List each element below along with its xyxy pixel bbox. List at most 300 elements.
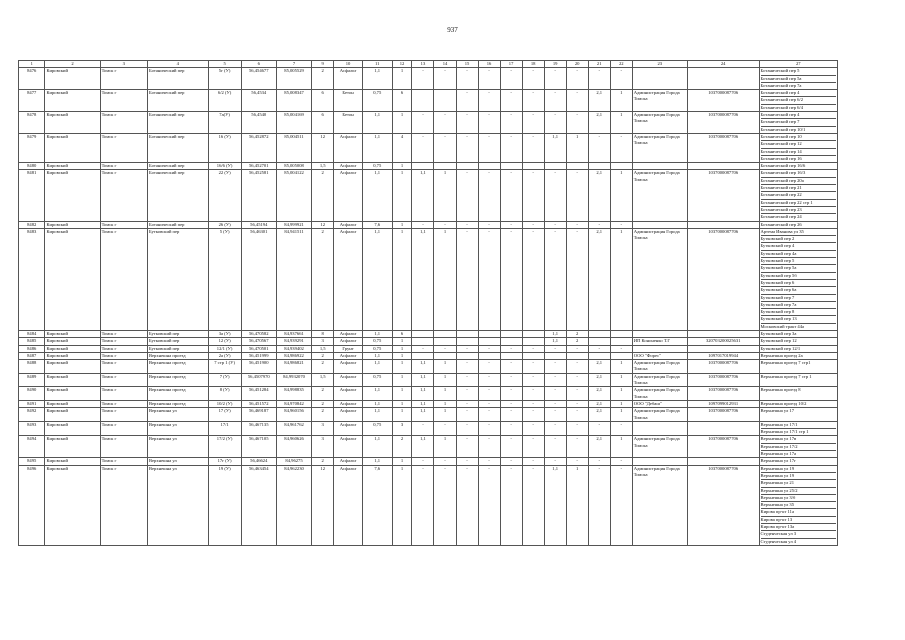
table-cell: Администрация Города Томска — [632, 133, 687, 162]
table-cell: 26 (У) — [208, 221, 241, 228]
table-cell: Бутковский пер — [147, 330, 208, 337]
table-cell: 2,1 — [588, 228, 610, 330]
column-number: 18 — [522, 61, 544, 68]
table-cell — [759, 458, 838, 465]
table-cell: Администрация Города Томска — [632, 408, 687, 422]
address-line: Верхнешна ул 17/1 стр 1 — [760, 429, 809, 435]
table-cell: Бетон — [334, 112, 363, 134]
column-number: 23 — [632, 61, 687, 68]
table-row — [19, 360, 838, 374]
table-cell: 56,452701 — [241, 163, 276, 170]
table-cell: 84,941511 — [276, 228, 311, 330]
table-cell: Верхнешна ул — [147, 436, 208, 458]
table-cell: - — [522, 228, 544, 330]
table-cell: 1,1 — [412, 387, 434, 401]
table-cell: - — [544, 387, 566, 401]
table-cell: 1 — [392, 221, 412, 228]
table-cell: 3 — [312, 436, 334, 458]
table-cell — [759, 90, 838, 112]
table-cell: 7а(У) — [208, 112, 241, 134]
table-cell — [759, 338, 838, 345]
address-line: Ботанический пер 20а — [761, 178, 837, 185]
table-cell: 3 — [312, 338, 334, 345]
address-line: Кирова пр-кт 13а — [761, 524, 837, 531]
table-cell: 2а (У) — [208, 352, 241, 359]
address-line: Верхнешна проезд 2а — [760, 352, 803, 358]
address-line: Верхнешна ул 25/2 — [761, 488, 837, 495]
table-cell: Администрация Города Томска — [632, 360, 687, 374]
table-cell: - — [500, 373, 522, 387]
table-row — [19, 112, 838, 134]
table-cell: - — [610, 68, 632, 90]
table-cell: 2 — [566, 330, 588, 337]
table-cell: 2,1 — [588, 373, 610, 387]
address-line: Ботанический пер 16 — [760, 155, 802, 161]
column-number: 27 — [759, 61, 838, 68]
table-cell: 0,75 — [362, 338, 392, 345]
table-cell — [687, 163, 759, 170]
address-line: Верхнешна проезд 10/2 — [760, 400, 807, 406]
address-line: Ботанический пер 5 — [761, 68, 837, 75]
address-line: Ботанический пер 26 — [760, 221, 802, 227]
table-cell: 2 — [312, 360, 334, 374]
table-cell: 1097017019944 — [687, 352, 759, 359]
table-cell: 12 — [312, 221, 334, 228]
address-line: Верхнешна ул 35 — [761, 502, 837, 509]
table-cell: 1 — [566, 133, 588, 162]
table-cell: - — [610, 221, 632, 228]
table-cell: Кировский — [45, 90, 100, 112]
table-cell — [759, 133, 838, 162]
table-cell: - — [412, 133, 434, 162]
table-cell: 1 — [392, 170, 412, 221]
table-cell: - — [610, 465, 632, 545]
address-line: Верхнешна проезд 7 стр1 — [760, 360, 811, 366]
table-cell: - — [456, 68, 478, 90]
table-cell: - — [478, 387, 500, 401]
address-line: Ботанический пер 12 — [761, 141, 837, 148]
table-cell: - — [522, 360, 544, 374]
table-cell: 22 (У) — [208, 170, 241, 221]
table-cell: - — [434, 221, 456, 228]
table-cell: Кировский — [45, 68, 100, 90]
table-cell: - — [588, 345, 610, 352]
address-line: Ботанический пер 4 — [761, 112, 837, 119]
table-cell: Ботанический пер — [147, 163, 208, 170]
table-cell: 7,6 — [362, 221, 392, 228]
table-cell: - — [566, 458, 588, 465]
table-cell: Томск г — [100, 458, 147, 465]
address-line: Ботанический пер 7 — [761, 119, 837, 126]
table-cell — [412, 352, 434, 359]
table-cell: 1037000087706 — [687, 228, 759, 330]
table-cell: 12/1 (У) — [208, 345, 241, 352]
column-number: 13 — [412, 61, 434, 68]
table-cell: 84,961762 — [276, 421, 311, 436]
table-cell: - — [522, 345, 544, 352]
table-cell: - — [588, 458, 610, 465]
address-line: Ботанический пер 6/2 — [761, 97, 837, 104]
table-cell: 0,75 — [362, 90, 392, 112]
table-cell: 56,451284 — [241, 387, 276, 401]
table-cell: Ботанический пер — [147, 221, 208, 228]
table-cell: 2,1 — [588, 436, 610, 458]
table-cell: 6 — [392, 90, 412, 112]
table-cell: - — [522, 170, 544, 221]
table-cell: - — [456, 170, 478, 221]
address-line: Ботанический пер 16/3 — [761, 170, 837, 177]
table-cell: 2 — [312, 170, 334, 221]
table-cell: Верхнешна проезд — [147, 387, 208, 401]
address-line: Ботанический пер 22 стр 1 — [761, 200, 837, 207]
table-cell: - — [412, 458, 434, 465]
table-cell: - — [478, 421, 500, 436]
table-cell: 8487 — [19, 352, 45, 359]
table-row — [19, 221, 838, 228]
table-cell: - — [544, 345, 566, 352]
table-cell: 1 — [392, 112, 412, 134]
table-cell: Верхнешна проезд — [147, 352, 208, 359]
table-cell: 1097099012931 — [687, 400, 759, 407]
table-cell — [759, 170, 838, 221]
table-row — [19, 408, 838, 422]
table-cell: 2,1 — [588, 360, 610, 374]
column-number: 24 — [687, 61, 759, 68]
table-cell: 17 (У) — [208, 408, 241, 422]
table-cell: 1,5 — [312, 163, 334, 170]
table-cell — [632, 330, 687, 337]
table-cell: 1 — [392, 408, 412, 422]
table-cell: Ботанический пер — [147, 133, 208, 162]
table-cell: 1 — [434, 228, 456, 330]
table-cell: - — [500, 68, 522, 90]
column-number: 9 — [312, 61, 334, 68]
address-line: Бутковский пер 12/1 — [760, 345, 801, 351]
table-cell: 6 — [392, 330, 412, 337]
table-cell: 1 — [610, 360, 632, 374]
table-cell: Асфальт — [334, 458, 363, 465]
table-cell: Томск г — [100, 360, 147, 374]
table-cell: - — [500, 360, 522, 374]
address-line: Верхнешна ул 17в — [761, 436, 837, 443]
column-number: 22 — [610, 61, 632, 68]
address-line: Бутковский пер 3а — [760, 330, 797, 336]
table-cell: Верхнешна проезд — [147, 373, 208, 387]
table-cell: - — [456, 360, 478, 374]
column-number-row — [19, 61, 838, 68]
table-cell: 320703200025631 — [687, 338, 759, 345]
table-cell: 12 — [312, 133, 334, 162]
table-cell: - — [456, 458, 478, 465]
table-cell: - — [478, 133, 500, 162]
table-cell — [434, 338, 456, 345]
table-cell — [500, 163, 522, 170]
table-cell: Кировский — [45, 387, 100, 401]
address-line: Ботанический пер 14 — [761, 149, 837, 156]
table-cell: - — [478, 360, 500, 374]
column-number: 15 — [456, 61, 478, 68]
table-cell: 1,1 — [412, 400, 434, 407]
table-cell: 8480 — [19, 163, 45, 170]
table-cell: - — [478, 228, 500, 330]
table-cell: Томск г — [100, 90, 147, 112]
table-cell: 1,1 — [412, 228, 434, 330]
table-cell: Кировский — [45, 163, 100, 170]
table-cell: 1 — [434, 170, 456, 221]
table-cell: 8489 — [19, 373, 45, 387]
table-cell: - — [544, 408, 566, 422]
table-row — [19, 68, 838, 90]
table-cell — [759, 360, 838, 374]
table-cell: Кировский — [45, 360, 100, 374]
table-cell: Бутковский пер — [147, 338, 208, 345]
table-cell: Кировский — [45, 400, 100, 407]
table-row — [19, 436, 838, 458]
table-cell: 56,467105 — [241, 436, 276, 458]
table-cell: 1037000087706 — [687, 408, 759, 422]
table-cell: Томск г — [100, 408, 147, 422]
table-cell: 56,470582 — [241, 330, 276, 337]
table-cell: Асфальт — [334, 400, 363, 407]
table-cell — [434, 163, 456, 170]
table-cell — [759, 345, 838, 352]
table-cell: - — [566, 373, 588, 387]
table-cell: - — [478, 373, 500, 387]
address-line: Верхнешна проезд 7 стр 1 — [760, 373, 812, 379]
table-cell: - — [500, 458, 522, 465]
table-cell: - — [478, 68, 500, 90]
table-cell: Бутковский пер — [147, 345, 208, 352]
table-cell: 2,1 — [588, 90, 610, 112]
table-cell: Администрация Города Томска — [632, 387, 687, 401]
table-cell: 1,1 — [412, 408, 434, 422]
table-cell: Администрация Города Томска — [632, 228, 687, 330]
table-cell: - — [544, 170, 566, 221]
table-cell: 6 — [312, 112, 334, 134]
address-line: Артема Иванова ул 35 — [761, 229, 837, 236]
column-number: 6 — [241, 61, 276, 68]
table-row — [19, 387, 838, 401]
table-cell — [412, 90, 434, 112]
table-cell: Томск г — [100, 421, 147, 436]
column-number: 1 — [19, 61, 45, 68]
table-cell: - — [566, 421, 588, 436]
table-cell: Кировский — [45, 338, 100, 345]
table-cell: 1,1 — [544, 465, 566, 545]
table-cell: 1 — [434, 373, 456, 387]
column-number: 16 — [478, 61, 500, 68]
table-cell: 84,939291 — [276, 338, 311, 345]
table-cell — [522, 352, 544, 359]
table-cell — [759, 221, 838, 228]
table-cell: Кировский — [45, 436, 100, 458]
table-cell: 56,451999 — [241, 352, 276, 359]
table-cell: 8492 — [19, 408, 45, 422]
table-cell: - — [434, 133, 456, 162]
table-cell: 2 — [312, 408, 334, 422]
table-cell: - — [544, 400, 566, 407]
table-cell: - — [544, 436, 566, 458]
table-cell: 56,470501 — [241, 345, 276, 352]
table-cell: - — [456, 373, 478, 387]
table-cell: 1037000087706 — [687, 133, 759, 162]
table-cell: 8478 — [19, 112, 45, 134]
table-cell — [687, 458, 759, 465]
table-cell: 1 — [392, 68, 412, 90]
table-cell: 2,1 — [588, 408, 610, 422]
table-cell — [632, 163, 687, 170]
table-cell: - — [566, 408, 588, 422]
table-cell: 8491 — [19, 400, 45, 407]
table-cell: 84,96275 — [276, 458, 311, 465]
table-cell — [522, 163, 544, 170]
table-cell: - — [544, 373, 566, 387]
table-cell — [632, 458, 687, 465]
table-cell — [588, 352, 610, 359]
table-row — [19, 90, 838, 112]
table-cell: 7 стр 1 (У) — [208, 360, 241, 374]
table-cell: Асфальт — [334, 133, 363, 162]
table-cell: 1,1 — [362, 458, 392, 465]
table-cell: - — [478, 221, 500, 228]
table-cell: 1,1 — [362, 352, 392, 359]
table-cell: - — [434, 112, 456, 134]
table-cell: 1,1 — [412, 170, 434, 221]
table-cell: 56,469187 — [241, 408, 276, 422]
table-cell: 5 (У) — [208, 228, 241, 330]
table-cell: 56,451572 — [241, 400, 276, 407]
table-cell: Асфальт — [334, 465, 363, 545]
table-cell: - — [544, 421, 566, 436]
table-cell — [759, 408, 838, 422]
table-cell: 56,4507970 — [241, 373, 276, 387]
table-cell: Асфальт — [334, 330, 363, 337]
table-cell: 84,960156 — [276, 408, 311, 422]
table-cell: - — [434, 345, 456, 352]
table-cell: - — [566, 345, 588, 352]
table-cell: 56,4534 — [241, 90, 276, 112]
table-cell: 1 — [434, 400, 456, 407]
table-cell — [687, 68, 759, 90]
table-row — [19, 170, 838, 221]
table-cell — [456, 163, 478, 170]
table-cell: 2 — [312, 352, 334, 359]
table-cell: - — [456, 112, 478, 134]
table-cell: 1,1 — [362, 68, 392, 90]
table-cell: 1,5 — [312, 345, 334, 352]
table-cell: 1,1 — [362, 112, 392, 134]
table-cell: - — [412, 68, 434, 90]
table-cell — [434, 90, 456, 112]
address-line: Ботанический пер 21 — [761, 185, 837, 192]
table-cell: 8495 — [19, 458, 45, 465]
table-cell — [544, 352, 566, 359]
table-cell: 56,470567 — [241, 338, 276, 345]
table-cell: 1,1 — [412, 436, 434, 458]
table-cell: 84,986821 — [276, 360, 311, 374]
table-cell — [687, 421, 759, 436]
table-cell: 1 — [610, 112, 632, 134]
table-cell: 1 — [610, 400, 632, 407]
address-line: Ботанический пер 23 — [761, 207, 837, 214]
table-cell — [759, 373, 838, 387]
address-line: Ботанический пер 4 — [761, 90, 837, 97]
table-cell: 8486 — [19, 345, 45, 352]
table-cell: ИП Кононенко Т.Г — [632, 338, 687, 345]
table-cell: - — [478, 400, 500, 407]
table-cell: 56,463454 — [241, 465, 276, 545]
address-line: Верхнешна ул 19 — [761, 473, 837, 480]
table-row — [19, 163, 838, 170]
table-cell: Верхнешна ул — [147, 465, 208, 545]
table-cell: 1 — [610, 228, 632, 330]
table-cell: Кировский — [45, 421, 100, 436]
table-cell: - — [500, 408, 522, 422]
table-row — [19, 338, 838, 345]
address-line: Бутковский пер 5а — [761, 265, 837, 272]
table-cell: 8485 — [19, 338, 45, 345]
table-cell: 1037000087706 — [687, 387, 759, 401]
address-line: Верхнешна ул 17г — [760, 458, 796, 464]
table-cell: Томск г — [100, 330, 147, 337]
table-cell: 1 — [392, 400, 412, 407]
table-cell — [759, 228, 838, 330]
table-cell: Томск г — [100, 345, 147, 352]
table-cell: Кировский — [45, 170, 100, 221]
table-cell: - — [478, 345, 500, 352]
table-cell: Верхнешна ул — [147, 408, 208, 422]
address-line: Ботанический пер 22 — [761, 192, 837, 199]
column-number: 12 — [392, 61, 412, 68]
table-cell: Кировский — [45, 133, 100, 162]
table-cell: - — [566, 360, 588, 374]
column-number: 5 — [208, 61, 241, 68]
table-cell — [632, 68, 687, 90]
table-cell: Кировский — [45, 408, 100, 422]
table-cell — [759, 400, 838, 407]
table-cell: 56,467135 — [241, 421, 276, 436]
column-number: 20 — [566, 61, 588, 68]
table-cell: - — [456, 345, 478, 352]
table-cell: 17/1 — [208, 421, 241, 436]
table-cell: 1 — [392, 228, 412, 330]
table-cell: 84,999921 — [276, 221, 311, 228]
table-cell: 0,75 — [362, 373, 392, 387]
table-cell: - — [522, 458, 544, 465]
table-cell: Асфальт — [334, 387, 363, 401]
table-cell — [412, 330, 434, 337]
table-cell — [412, 163, 434, 170]
table-cell — [588, 338, 610, 345]
table-cell: - — [610, 345, 632, 352]
table-cell: ООО "Форес" — [632, 352, 687, 359]
table-cell: 56,46301 — [241, 228, 276, 330]
table-cell: 1 — [392, 373, 412, 387]
table-cell: 8488 — [19, 360, 45, 374]
table-cell — [566, 352, 588, 359]
table-cell: Асфальт — [334, 373, 363, 387]
address-line: Ботанический пер 7а — [760, 82, 802, 88]
table-cell: 85,005529 — [276, 68, 311, 90]
table-cell: 56,452872 — [241, 133, 276, 162]
table-cell: 2 — [312, 68, 334, 90]
table-cell: Кировский — [45, 458, 100, 465]
table-cell: - — [522, 373, 544, 387]
table-cell: 8494 — [19, 436, 45, 458]
table-cell: 0,75 — [362, 421, 392, 436]
table-cell: 84,960626 — [276, 436, 311, 458]
table-cell: Асфальт — [334, 221, 363, 228]
